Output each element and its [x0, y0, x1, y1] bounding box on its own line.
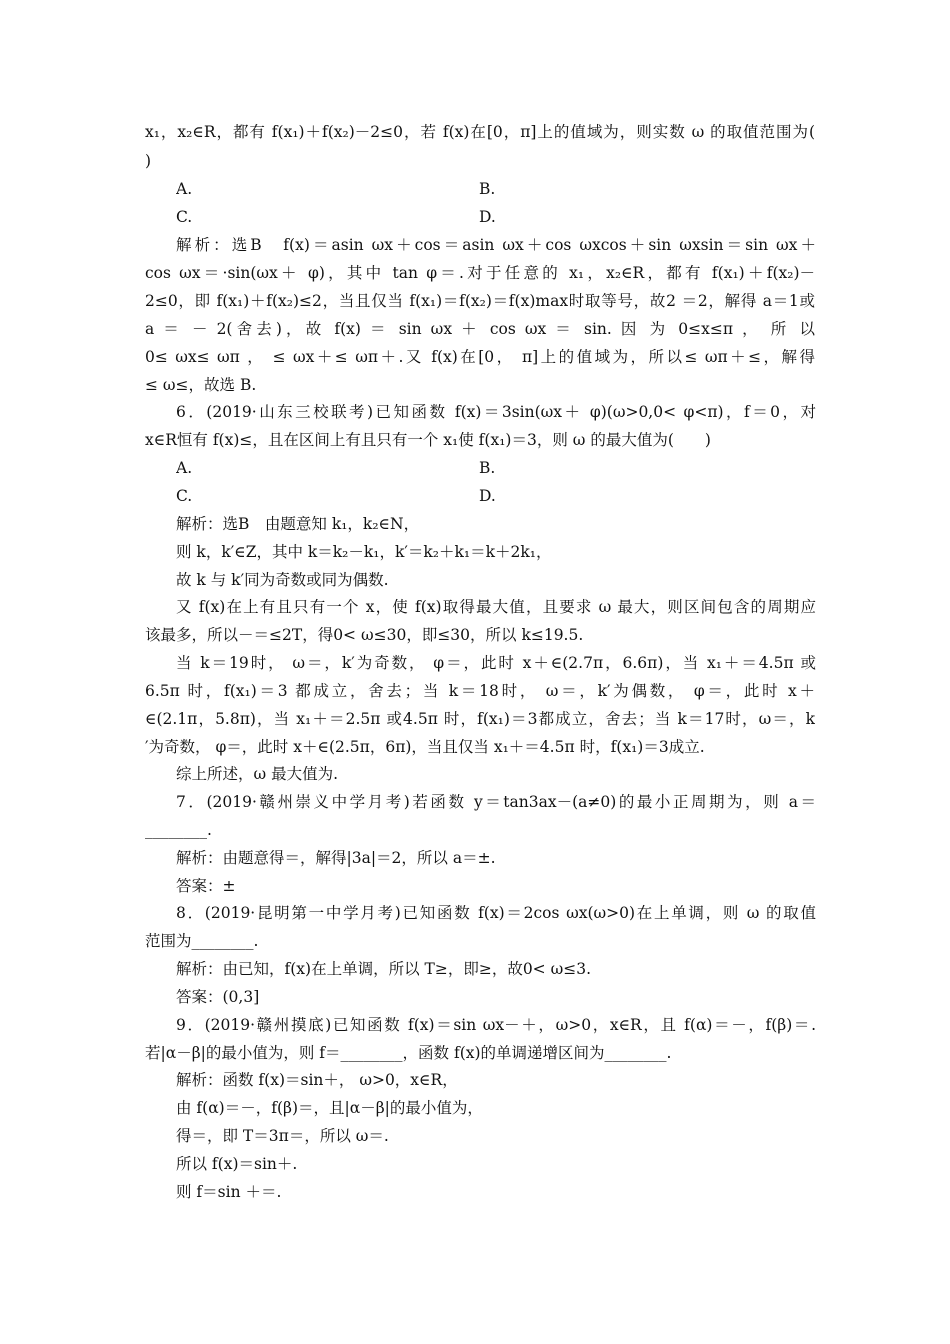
- text-line: 解析：函数 f(x)＝sin＋， ω>0，x∈R，: [176, 1071, 458, 1089]
- text-line: 6．(2019·山东三校联考)已知函数 f(x)＝3sin(ωx＋ φ)(ω>0,0< φ<π)，f＝0，对: [176, 403, 816, 421]
- text-line: 由 f(α)＝－，f(β)＝，且|α－β|的最小值为，: [176, 1099, 483, 1117]
- text-line: A.: [176, 459, 193, 477]
- text-line: 该最多，所以－＝≤2T，得0< ω≤30，即≤30，所以 k≤19.5.: [145, 626, 584, 644]
- text-line: 得＝，即 T＝3π＝，所以 ω＝.: [176, 1127, 389, 1145]
- text-line: 则 f＝sin ＋＝.: [176, 1183, 282, 1201]
- text-line: C.: [176, 487, 193, 505]
- text-line: x∈R恒有 f(x)≤，且在区间上有且只有一个 x₁使 f(x₁)＝3，则 ω 的最大值为( ): [145, 431, 711, 449]
- text-line: 2≤0，即 f(x₁)＋f(x₂)≤2，当且仅当 f(x₁)＝f(x₂)＝f(x)max时取等号，故2 ＝2，解得 a＝1或: [145, 292, 815, 310]
- text-line: 范围为________.: [145, 932, 259, 950]
- text-line: ′为奇数， φ＝，此时 x＋∈(2.5π，6π)，当且仅当 x₁＋＝4.5π 时，f(x₁)＝3成立.: [145, 738, 705, 756]
- text-line: A.: [176, 180, 193, 198]
- text-line: ≤ ω≤，故选 B.: [145, 376, 257, 394]
- text-line: 9．(2019·赣州摸底)已知函数 f(x)＝sin ωx－＋，ω>0，x∈R，且 f(α)＝－，f(β)＝.: [176, 1016, 816, 1034]
- text-line: a ＝ － 2(舍去)，故 f(x) ＝ sin ωx ＋ cos ωx ＝ sin. 因 为 0≤x≤π ， 所 以: [145, 320, 815, 338]
- text-line: x₁，x₂∈R，都有 f(x₁)＋f(x₂)－2≤0，若 f(x)在[0，π]上的值域为，则实数 ω 的取值范围为(: [145, 123, 815, 141]
- text-line: 则 k，k′∈Z，其中 k＝k₂－k₁，k′＝k₂＋k₁＝k＋2k₁，: [176, 543, 552, 561]
- text-line: 又 f(x)在上有且只有一个 x，使 f(x)取得最大值，且要求 ω 最大，则区间包含的周期应: [176, 598, 816, 616]
- text-line: 6.5π 时，f(x₁)＝3 都成立，舍去；当 k＝18时， ω＝，k′为偶数， φ＝，此时 x＋: [145, 682, 815, 700]
- text-line: D.: [479, 208, 496, 226]
- text-line: 7．(2019·赣州崇义中学月考)若函数 y＝tan3ax－(a≠0)的最小正周期为，则 a＝: [176, 793, 816, 811]
- text-line: 综上所述，ω 最大值为.: [176, 765, 338, 783]
- text-line: ): [145, 152, 152, 170]
- text-line: ________.: [145, 821, 212, 839]
- text-line: 当 k＝19时， ω＝，k′为奇数， φ＝，此时 x＋∈(2.7π，6.6π)，当 x₁＋＝4.5π 或: [176, 654, 816, 672]
- text-line: 解析：选B 由题意知 k₁，k₂∈N，: [176, 515, 420, 533]
- text-line: 解析：由已知，f(x)在上单调，所以 T≥，即≥，故0< ω≤3.: [176, 960, 592, 978]
- text-line: B.: [479, 459, 496, 477]
- text-line: 答案：(0,3]: [176, 988, 260, 1006]
- text-line: ∈(2.1π，5.8π)，当 x₁＋＝2.5π 或4.5π 时，f(x₁)＝3都成立，舍去；当 k＝17时，ω＝，k: [145, 710, 815, 728]
- text-line: 所以 f(x)＝sin＋.: [176, 1155, 298, 1173]
- text-line: D.: [479, 487, 496, 505]
- text-line: 解析：由题意得＝，解得|3a|＝2，所以 a＝±.: [176, 849, 496, 867]
- text-line: 故 k 与 k′同为奇数或同为偶数.: [176, 571, 389, 589]
- text-line: 0≤ ωx≤ ωπ ， ≤ ωx＋≤ ωπ＋.又 f(x)在[0， π]上的值域为，所以≤ ωπ＋≤，解得: [145, 348, 815, 366]
- text-line: cos ωx＝·sin(ωx＋ φ)，其中 tan φ＝.对于任意的 x₁，x₂∈R，都有 f(x₁)＋f(x₂)－: [145, 264, 815, 282]
- text-line: 解析：选B f(x)＝asin ωx＋cos＝asin ωx＋cos ωxcos＋sin ωxsin＝sin ωx＋: [176, 236, 816, 254]
- text-line: B.: [479, 180, 496, 198]
- text-line: C.: [176, 208, 193, 226]
- text-line: 若|α－β|的最小值为，则 f＝________，函数 f(x)的单调递增区间为________.: [145, 1044, 672, 1062]
- text-line: 8．(2019·昆明第一中学月考)已知函数 f(x)＝2cos ωx(ω>0)在上单调，则 ω 的取值: [176, 904, 816, 922]
- text-line: 答案：±: [176, 877, 236, 895]
